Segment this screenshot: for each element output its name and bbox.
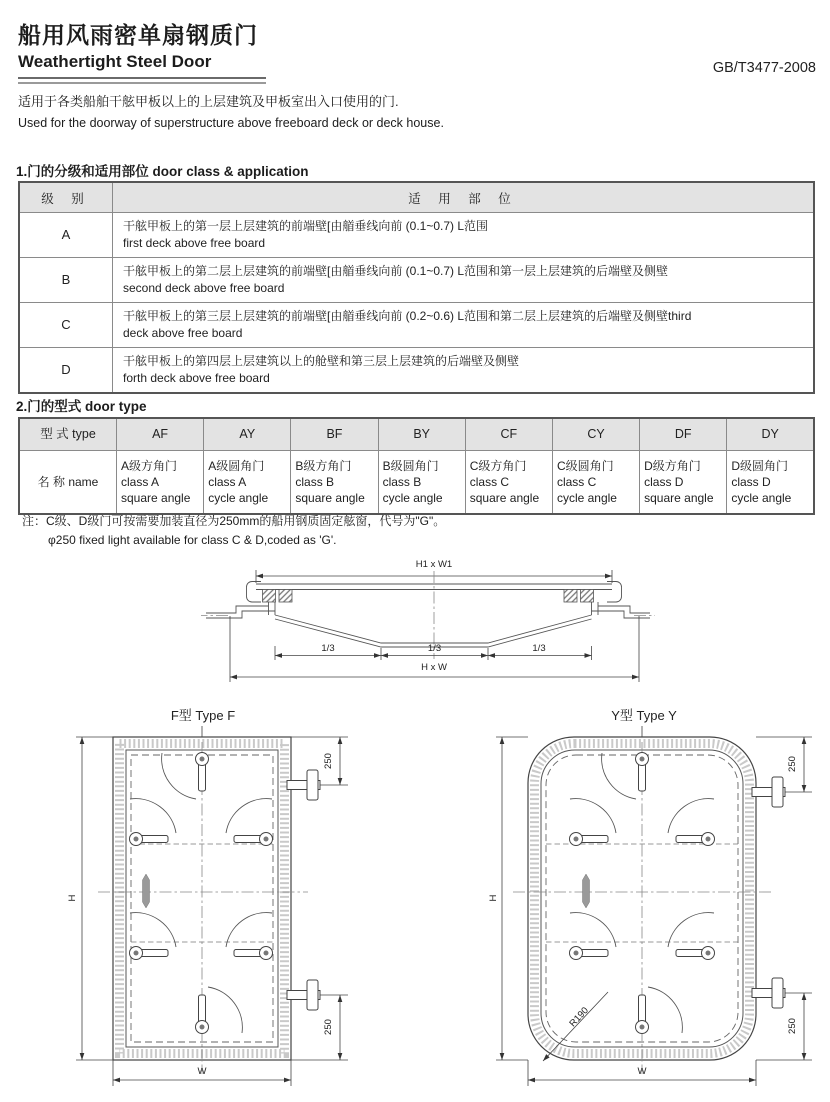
footnote-en: φ250 fixed light available for class C & D,coded as 'G'. <box>48 532 337 547</box>
dim-label: W <box>197 1066 207 1077</box>
cell-application <box>113 258 815 303</box>
name-en1: class B <box>295 474 335 489</box>
type-code: AF <box>117 418 204 451</box>
dim-h <box>488 737 528 1060</box>
footnote-zh: 注：C级、D级门可按需要加装直径为250mm的船用钢质固定舷窗，代号为"G"。 <box>22 514 446 528</box>
name-en1: class C <box>556 474 597 489</box>
dim-w <box>113 1060 291 1086</box>
cell-application <box>113 348 815 394</box>
cell-class: B <box>19 258 113 303</box>
door-handle <box>143 874 150 908</box>
dim-label: H <box>488 894 499 902</box>
name-zh: C级方角门 <box>469 458 527 473</box>
name-en2: square angle <box>644 491 714 506</box>
name-en2: cycle angle <box>208 491 269 506</box>
type-f-label: F型 Type F <box>170 708 236 723</box>
standard-number: GB/T3477-2008 <box>712 60 816 76</box>
row-label-type: 型 式 type <box>19 418 117 451</box>
section2-heading: 2.门的型式 door type <box>16 399 147 414</box>
name-en2: square angle <box>469 491 540 506</box>
door-type-table <box>18 417 815 515</box>
frame-and-panel <box>269 602 599 647</box>
dim-label: 1/3 <box>532 643 546 654</box>
application-zh: 干舷甲板上的第三层上层建筑的前端壁[由艏垂线向前 (0.2~0.6) L范围和第二层上层建筑的后端壁及侧壁third <box>123 308 692 323</box>
name-en1: class D <box>644 474 684 489</box>
hinge-bottom <box>287 980 320 1010</box>
application-en: deck above free board <box>123 326 243 340</box>
col-header-application: 适 用 部 位 <box>113 182 815 213</box>
cell-class: C <box>19 303 113 348</box>
name-en1: class A <box>208 474 247 489</box>
name-zh: B级方角门 <box>295 458 352 473</box>
type-code: BY <box>378 418 465 451</box>
name-zh: D级圆角门 <box>731 458 788 473</box>
table-header-row <box>19 418 814 451</box>
dim-label: 1/3 <box>427 643 442 654</box>
cell-application <box>113 213 815 258</box>
section-view-drawing <box>198 556 658 693</box>
table-row <box>19 303 814 348</box>
name-en2: square angle <box>295 491 365 506</box>
cell-application <box>113 303 815 348</box>
type-code: DY <box>727 418 814 451</box>
dim-label: H <box>67 894 78 902</box>
name-en2: cycle angle <box>556 491 617 506</box>
type-code: BF <box>291 418 378 451</box>
application-en: first deck above free board <box>123 236 266 250</box>
dim-250-top <box>756 737 812 792</box>
page-title-zh: 船用风雨密单扇钢质门 <box>18 22 258 48</box>
type-name <box>378 451 465 515</box>
dim-250-top <box>291 737 348 785</box>
dim-250-bottom <box>756 993 812 1060</box>
type-y-drawing <box>488 702 818 1102</box>
type-code: AY <box>204 418 291 451</box>
name-en1: class C <box>469 474 510 489</box>
type-y-label: Y型 Type Y <box>611 708 677 723</box>
cell-class: A <box>19 213 113 258</box>
table-row <box>19 451 814 515</box>
type-code: CF <box>465 418 552 451</box>
application-zh: 干舷甲板上的第四层上层建筑以上的舱壁和第三层上层建筑的后端壁及侧壁 <box>123 353 520 368</box>
name-zh: B级圆角门 <box>382 458 439 473</box>
intro-zh: 适用于各类船舶干舷甲板以上的上层建筑及甲板室出入口使用的门. <box>18 94 399 109</box>
dim-h <box>67 737 113 1060</box>
dim-label: 250 <box>787 1018 798 1034</box>
radius-label: R190 <box>567 1005 591 1030</box>
gasket-blocks <box>263 590 594 603</box>
name-en2: cycle angle <box>731 491 792 506</box>
dim-250-bottom <box>291 995 348 1060</box>
hinge-bottom <box>752 978 785 1008</box>
dim-label: H1 x W1 <box>415 559 453 570</box>
header <box>18 22 266 84</box>
type-code: CY <box>552 418 639 451</box>
table-row <box>19 348 814 394</box>
name-en2: square angle <box>121 491 191 506</box>
door-class-table <box>18 181 815 394</box>
title-underline <box>18 77 266 84</box>
row-label-name: 名 称 name <box>19 451 117 515</box>
name-zh: A级圆角门 <box>208 458 265 473</box>
name-zh: A级方角门 <box>121 458 178 473</box>
application-zh: 干舷甲板上的第二层上层建筑的前端壁[由艏垂线向前 (0.1~0.7) L范围和第一层上层建筑的后端壁及侧壁 <box>123 263 669 278</box>
dim-label: 250 <box>323 1019 334 1035</box>
name-en2: cycle angle <box>382 491 443 506</box>
type-name <box>552 451 639 515</box>
name-zh: D级方角门 <box>644 458 701 473</box>
type-f-drawing <box>58 702 388 1102</box>
application-en: forth deck above free board <box>123 371 270 385</box>
dim-label: 250 <box>787 756 798 772</box>
table-row <box>19 213 814 258</box>
dim-thirds <box>275 643 592 660</box>
dim-label: H x W <box>421 662 447 673</box>
cell-class: D <box>19 348 113 394</box>
type-name <box>465 451 552 515</box>
type-name <box>727 451 814 515</box>
name-en1: class A <box>121 474 160 489</box>
application-en: second deck above free board <box>123 281 285 295</box>
table-row <box>19 258 814 303</box>
hinge-top <box>287 770 320 800</box>
section1-heading: 1.门的分级和适用部位 door class & application <box>16 164 309 179</box>
page-title-en: Weathertight Steel Door <box>18 51 212 71</box>
dim-label: 250 <box>323 753 334 769</box>
application-zh: 干舷甲板上的第一层上层建筑的前端壁[由艏垂线向前 (0.1~0.7) L范围 <box>123 218 489 233</box>
dim-label: 1/3 <box>321 643 335 654</box>
intro-text <box>18 92 444 133</box>
table-header-row <box>19 182 814 213</box>
type-name <box>117 451 204 515</box>
type-name <box>204 451 291 515</box>
intro-en: Used for the doorway of superstructure above freeboard deck or deck house. <box>18 115 444 130</box>
type-name <box>640 451 727 515</box>
type-code: DF <box>640 418 727 451</box>
door-handle <box>583 874 590 908</box>
name-zh: C级圆角门 <box>556 458 614 473</box>
name-en1: class B <box>382 474 422 489</box>
dim-w <box>528 1060 756 1086</box>
footnote <box>22 512 445 549</box>
hinge-top <box>752 777 785 807</box>
col-header-class: 级 别 <box>19 182 113 213</box>
type-name <box>291 451 378 515</box>
name-en1: class D <box>731 474 771 489</box>
dim-label: W <box>637 1066 647 1077</box>
